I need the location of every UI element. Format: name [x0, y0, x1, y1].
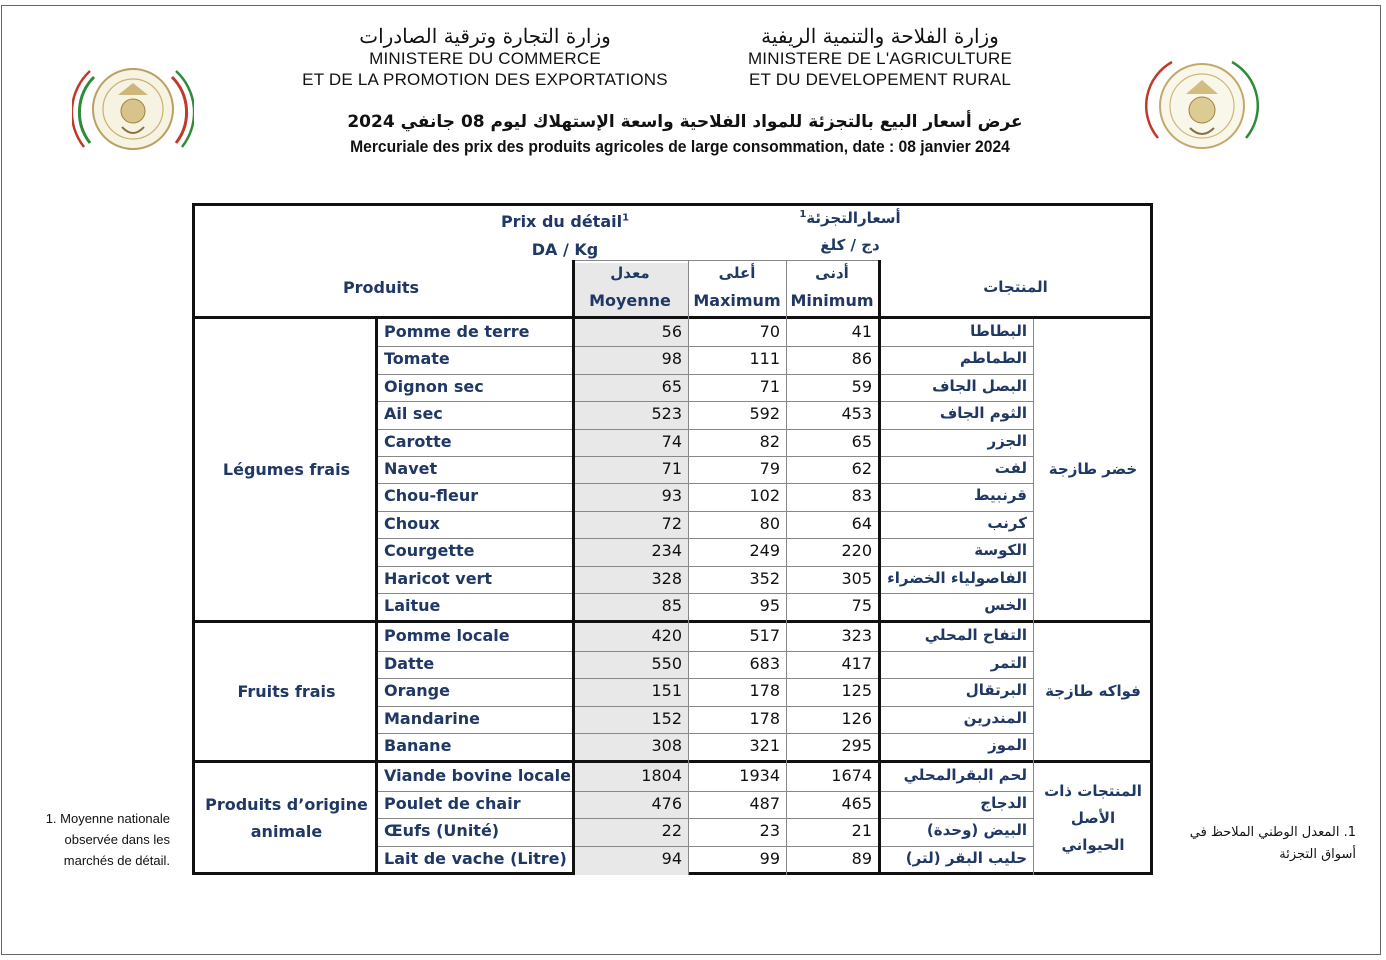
header-prix-detail	[495, 212, 635, 231]
price-maximum: 1934	[739, 766, 780, 786]
group-label-ar	[1033, 623, 1153, 760]
row-separator	[378, 566, 1033, 567]
product-name-fr: Ail sec	[384, 404, 443, 424]
row-separator	[378, 511, 1033, 512]
page-title-fr: Mercuriale des prix des produits agricoles de large consommation, date : 08 janvier 2024	[350, 137, 1010, 156]
group-label-fr	[195, 763, 378, 873]
price-moyenne: 56	[661, 322, 682, 341]
product-name-ar: البطاطا	[970, 322, 1027, 340]
column-header-produits: Produits	[342, 278, 420, 297]
product-name-ar: الدجاج	[980, 793, 1027, 812]
product-name-fr: Lait de vache (Litre)	[384, 848, 567, 868]
product-name-fr: Carotte	[384, 431, 452, 451]
column-header-max-ar: أعلى	[718, 264, 756, 282]
price-maximum: 321	[749, 736, 780, 755]
product-name-fr: Viande bovine locale	[384, 766, 571, 786]
price-moyenne: 1804	[641, 766, 682, 786]
product-name-ar: قرنبيط	[973, 486, 1027, 505]
column-header-min-ar: أدنى	[815, 264, 849, 282]
price-minimum: 453	[841, 404, 872, 424]
row-separator	[378, 346, 1033, 347]
group-label-fr	[195, 319, 378, 620]
product-name-ar: الفاصولياء الخضراء	[887, 568, 1027, 587]
product-name-ar: لحم البقرالمحلي	[903, 766, 1027, 785]
product-name-fr: Choux	[384, 513, 440, 533]
price-maximum: 80	[759, 513, 780, 533]
price-maximum: 487	[749, 793, 780, 813]
price-maximum: 70	[759, 322, 780, 341]
column-header-produits-ar: المنتجات	[983, 278, 1048, 296]
price-moyenne: 71	[661, 459, 682, 478]
price-moyenne: 98	[661, 349, 682, 369]
product-name-ar: كرنب	[987, 513, 1027, 532]
row-separator	[378, 733, 1033, 734]
price-moyenne: 74	[661, 431, 682, 451]
row-separator	[378, 429, 1033, 430]
price-moyenne: 22	[661, 821, 682, 841]
row-separator	[378, 374, 1033, 375]
price-moyenne: 85	[661, 596, 682, 615]
price-minimum: 417	[841, 653, 872, 673]
price-minimum: 75	[851, 596, 872, 615]
product-name-fr: Banane	[384, 736, 452, 755]
ministry-commerce-ar: وزارة التجارة وترقية الصادرات	[359, 24, 611, 48]
price-maximum: 71	[759, 376, 780, 396]
product-name-fr: Datte	[384, 653, 435, 673]
header-vline-min	[786, 260, 787, 319]
ministry-commerce	[290, 24, 680, 90]
price-moyenne: 420	[651, 626, 682, 646]
ministry-commerce-fr-line1: MINISTERE DU COMMERCE	[369, 49, 601, 68]
footnote-ar: 1. المعدل الوطني الملاحظ في أسواق التجزئة	[1189, 825, 1356, 862]
product-name-fr: Mandarine	[384, 708, 480, 728]
ministry-agriculture-fr-line1: MINISTERE DE L'AGRICULTURE	[747, 49, 1013, 68]
price-maximum: 178	[749, 708, 780, 728]
price-maximum: 79	[759, 459, 780, 478]
product-name-ar: الجزر	[987, 431, 1027, 450]
header-mid-line	[572, 260, 878, 261]
price-moyenne: 550	[651, 653, 682, 673]
column-header-max: Maximum	[693, 291, 781, 310]
header-vline-ar	[878, 260, 881, 319]
price-maximum: 249	[749, 541, 780, 561]
price-maximum: 111	[749, 349, 780, 369]
product-name-fr: Chou-fleur	[384, 486, 479, 506]
price-moyenne: 234	[651, 541, 682, 561]
product-name-ar: الكوسة	[974, 541, 1027, 560]
product-name-ar: الثوم الجاف	[939, 404, 1027, 423]
product-name-ar: التفاح المحلي	[924, 626, 1027, 645]
header-vline-moy	[572, 260, 575, 319]
price-minimum: 89	[851, 848, 872, 868]
column-header-moyenne-ar: معدل	[610, 264, 650, 282]
price-minimum: 65	[851, 431, 872, 451]
product-name-fr: Pomme locale	[384, 626, 510, 646]
price-minimum: 59	[851, 376, 872, 396]
price-minimum: 41	[851, 322, 872, 341]
group-label-ar-text: المنتجات ذات الأصل الحيواني	[1044, 781, 1142, 854]
group-label-ar	[1033, 319, 1153, 620]
agriculture-seal-icon	[1142, 48, 1262, 166]
body-vline-ar	[878, 319, 881, 875]
header-prix-ar-sup: 1	[799, 209, 807, 220]
product-name-fr: Laitue	[384, 596, 441, 615]
row-separator	[378, 538, 1033, 539]
product-name-ar: البيض (وحدة)	[926, 821, 1027, 840]
header-unit-ar: دج / كلغ	[820, 236, 880, 254]
header-unit-fr: DA / Kg	[531, 240, 599, 259]
price-moyenne: 72	[661, 513, 682, 533]
price-maximum: 102	[749, 486, 780, 506]
group-label-fr	[195, 623, 378, 760]
product-name-ar: المندرين	[963, 708, 1027, 727]
price-moyenne: 476	[651, 793, 682, 813]
price-moyenne: 151	[651, 681, 682, 701]
body-vline-grp-ar	[1033, 319, 1034, 875]
group-label-ar	[1033, 763, 1153, 873]
body-vline-grp	[375, 319, 378, 875]
price-maximum: 517	[749, 626, 780, 646]
product-name-ar: لفت	[994, 459, 1027, 477]
price-minimum: 220	[841, 541, 872, 561]
footnote-fr: 1. Moyenne nationale observée dans les marchés de détail.	[45, 811, 170, 868]
price-moyenne: 523	[651, 404, 682, 424]
row-separator	[378, 678, 1033, 679]
header-prix-ar-text: أسعارالتجزئة	[806, 209, 901, 227]
product-name-fr: Pomme de terre	[384, 322, 530, 341]
commerce-seal-icon	[72, 55, 194, 163]
price-maximum: 592	[749, 404, 780, 424]
product-name-ar: الخس	[984, 596, 1027, 614]
row-separator	[378, 651, 1033, 652]
price-minimum: 295	[841, 736, 872, 755]
row-separator	[378, 818, 1033, 819]
price-minimum: 323	[841, 626, 872, 646]
product-name-ar: البصل الجاف	[932, 376, 1027, 395]
ministry-commerce-fr-line2: ET DE LA PROMOTION DES EXPORTATIONS	[302, 70, 668, 89]
product-name-ar: التمر	[990, 653, 1027, 672]
header-prix-detail-text: Prix du détail	[500, 212, 623, 231]
body-vline-moy	[572, 319, 575, 875]
price-minimum: 126	[841, 708, 872, 728]
column-header-min: Minimum	[790, 291, 874, 310]
row-separator	[378, 593, 1033, 594]
price-minimum: 1674	[831, 766, 872, 786]
header-vline-max	[688, 260, 689, 319]
price-minimum: 62	[851, 459, 872, 478]
row-separator	[378, 706, 1033, 707]
product-name-fr: Oignon sec	[384, 376, 484, 396]
product-name-ar: حليب البقر (لتر)	[905, 848, 1027, 867]
price-maximum: 99	[759, 848, 780, 868]
price-minimum: 305	[841, 568, 872, 588]
price-moyenne: 328	[651, 568, 682, 588]
price-maximum: 23	[759, 821, 780, 841]
product-name-ar: الموز	[988, 736, 1027, 754]
group-label-ar-text: فواكه طازجة	[1045, 682, 1141, 701]
price-maximum: 82	[759, 431, 780, 451]
group-label-fr-text: Fruits frais	[237, 682, 336, 702]
price-maximum: 178	[749, 681, 780, 701]
header-prix-sup: 1	[622, 212, 630, 224]
product-name-fr: Orange	[384, 681, 450, 701]
price-minimum: 465	[841, 793, 872, 813]
price-minimum: 21	[851, 821, 872, 841]
product-name-fr: Tomate	[384, 349, 450, 369]
product-name-fr: Courgette	[384, 541, 475, 561]
header-prix-ar	[795, 209, 905, 227]
group-label-fr-text: Produits d’origine animale	[205, 795, 368, 842]
group-label-ar-text: خضر طازجة	[1048, 460, 1138, 479]
price-maximum: 683	[749, 653, 780, 673]
page-title-ar: عرض أسعار البيع بالتجزئة للمواد الفلاحية واسعة الإستهلاك ليوم 08 جانفي 2024	[347, 112, 1023, 132]
price-minimum: 86	[851, 349, 872, 369]
product-name-fr: Haricot vert	[384, 568, 493, 588]
price-moyenne: 65	[661, 376, 682, 396]
group-label-fr-text: Légumes frais	[222, 460, 351, 480]
product-name-ar: البرتقال	[965, 681, 1027, 700]
price-table	[192, 203, 1153, 875]
ministry-agriculture	[720, 24, 1040, 90]
body-vline-max	[688, 319, 689, 875]
column-header-moyenne: Moyenne	[589, 291, 671, 310]
ministry-agriculture-fr-line2: ET DU DEVELOPEMENT RURAL	[748, 70, 1012, 89]
row-separator	[378, 456, 1033, 457]
price-minimum: 64	[851, 513, 872, 533]
price-maximum: 352	[749, 568, 780, 588]
product-name-fr: Œufs (Unité)	[384, 821, 500, 841]
price-moyenne: 152	[651, 708, 682, 728]
price-moyenne: 93	[661, 486, 682, 506]
product-name-fr: Poulet de chair	[384, 793, 521, 813]
price-minimum: 83	[851, 486, 872, 506]
product-name-fr: Navet	[384, 459, 438, 478]
price-maximum: 95	[759, 596, 780, 615]
price-minimum: 125	[841, 681, 872, 701]
row-separator	[378, 791, 1033, 792]
body-vline-min	[786, 319, 787, 875]
price-moyenne: 308	[651, 736, 682, 755]
ministry-agriculture-ar: وزارة الفلاحة والتنمية الريفية	[761, 24, 999, 48]
price-moyenne: 94	[661, 848, 682, 868]
product-name-ar: الطماطم	[960, 349, 1027, 368]
row-separator	[378, 483, 1033, 484]
row-separator	[378, 846, 1033, 847]
row-separator	[378, 401, 1033, 402]
